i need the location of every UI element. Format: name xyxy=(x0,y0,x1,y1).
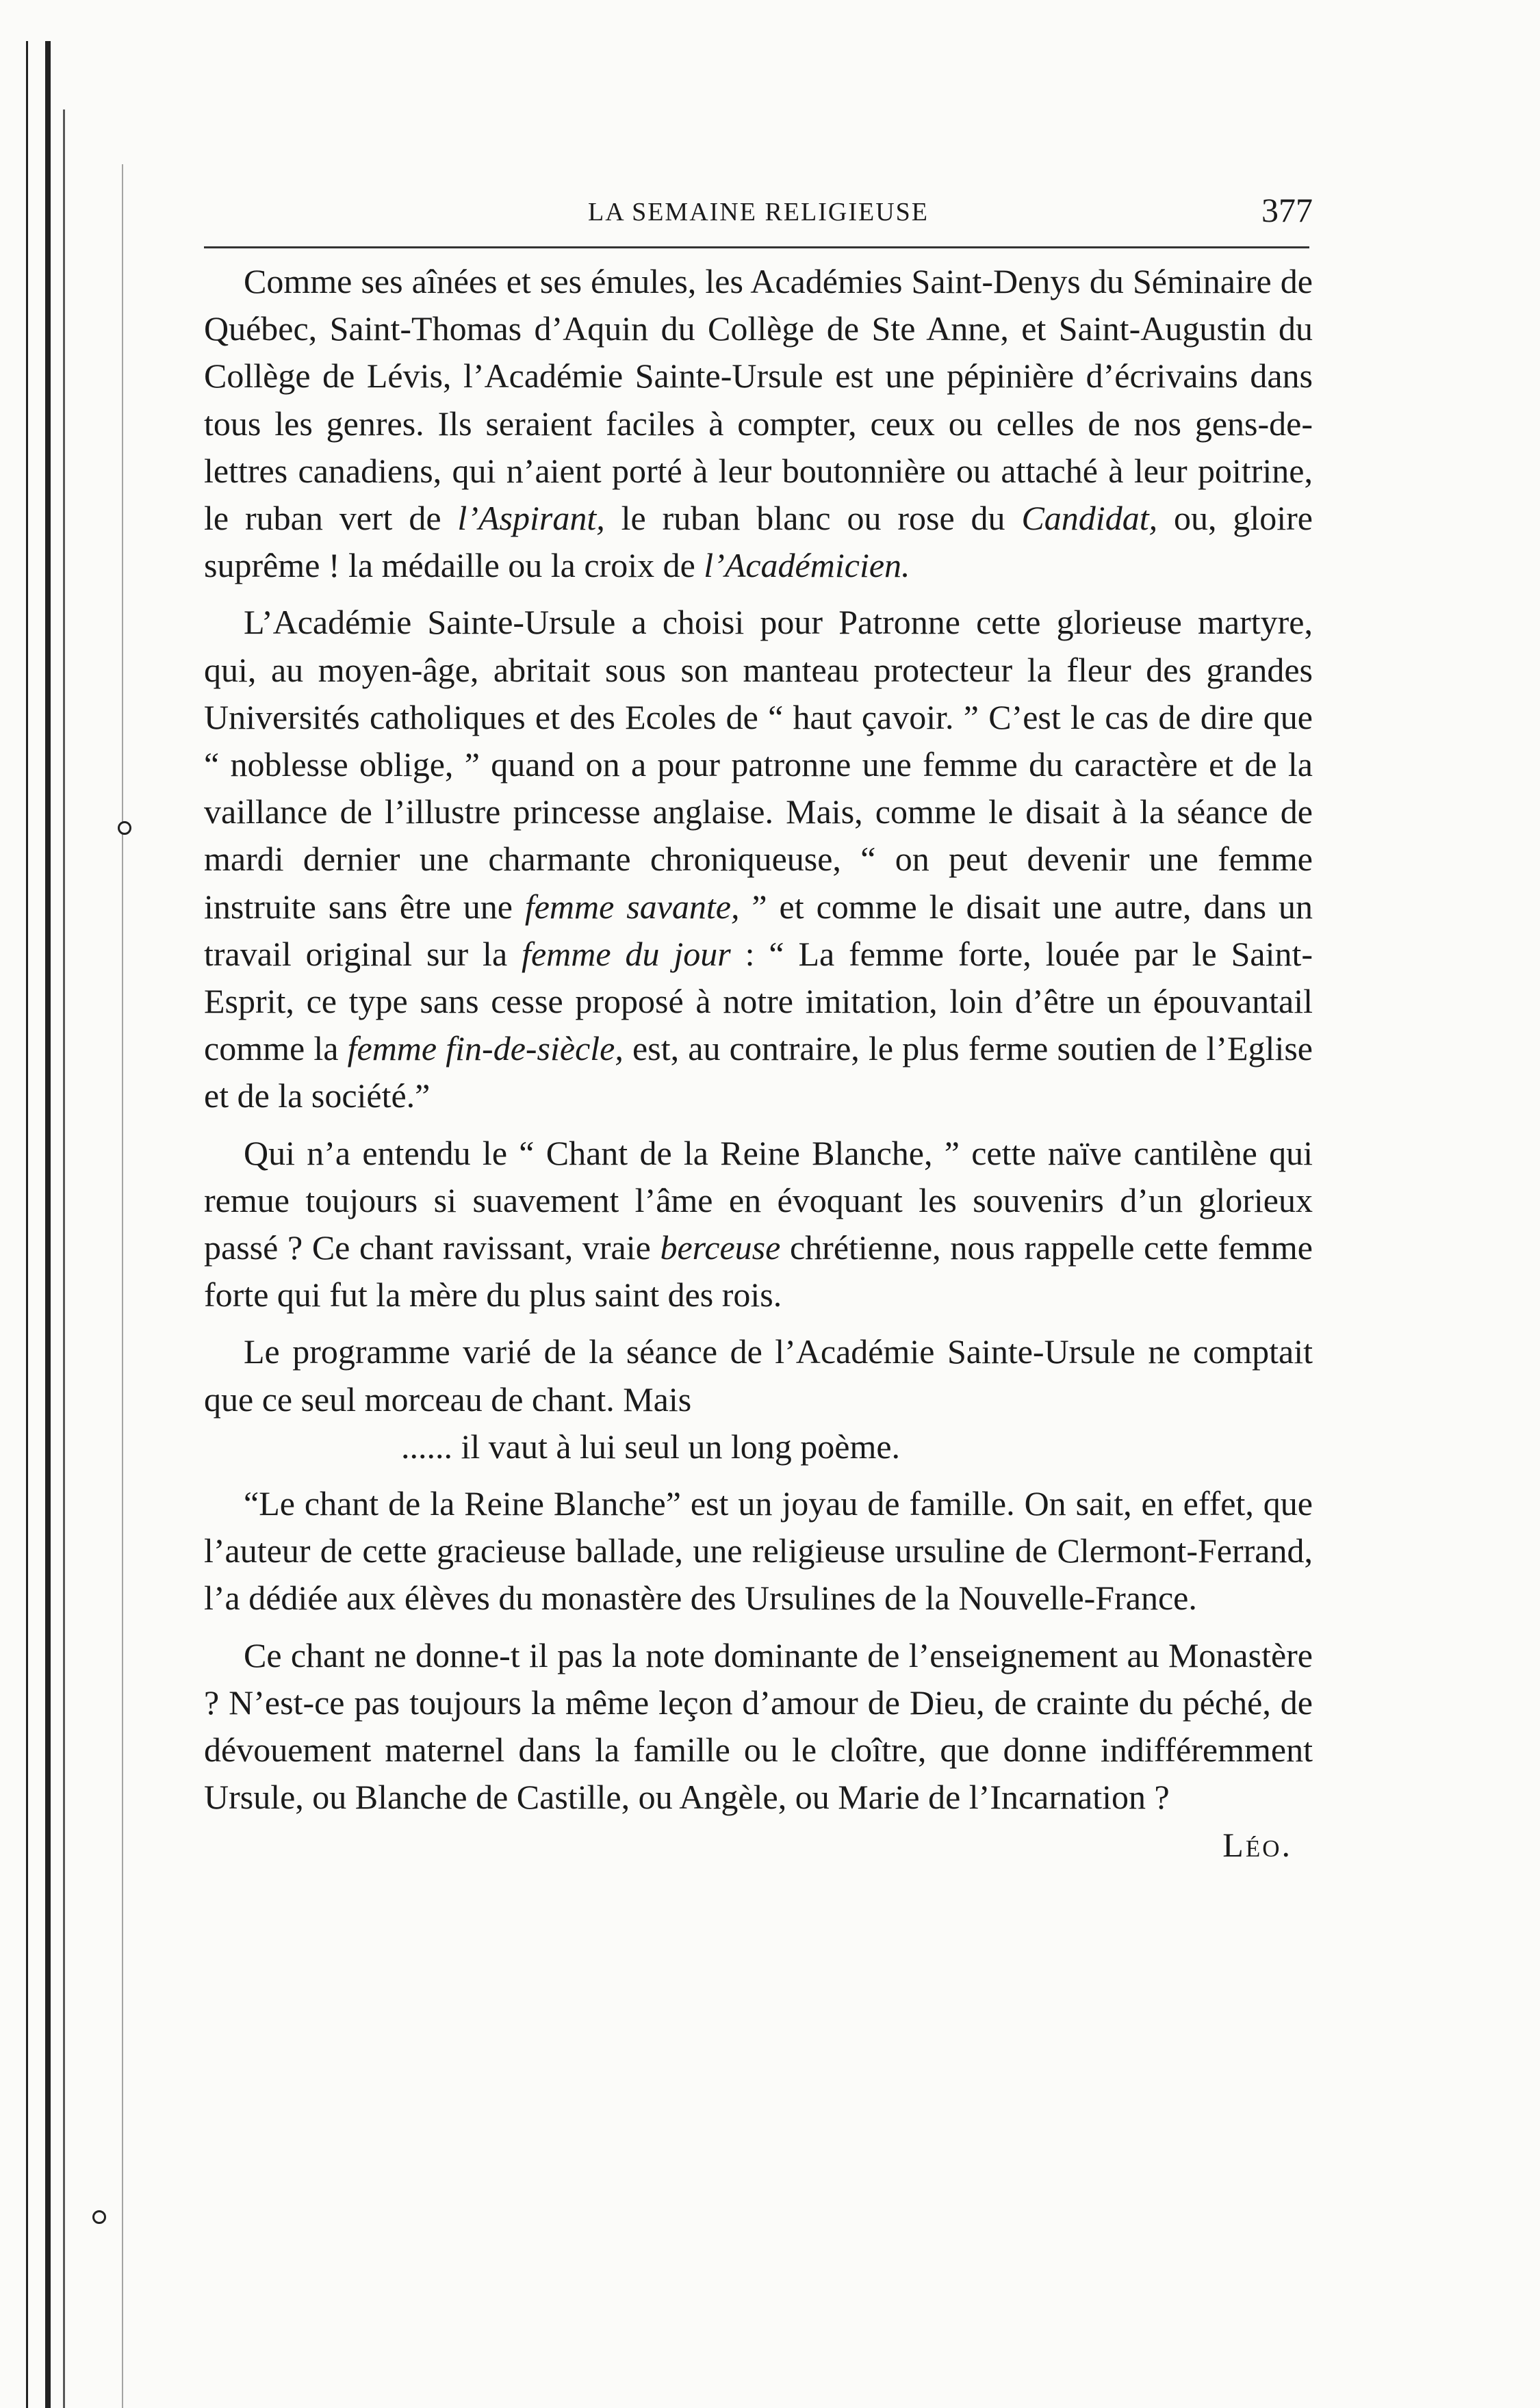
running-head xyxy=(204,190,1313,238)
binding-line xyxy=(45,41,51,2408)
running-title: LA SEMAINE RELIGIEUSE xyxy=(588,198,929,226)
text-run: chrétienne, nous rappelle cette femme forte qui fut la mère du plus saint des rois. xyxy=(204,1228,1313,1315)
paragraph xyxy=(204,1130,1313,1319)
verse-quote xyxy=(204,1423,1313,1471)
binding-ring-icon xyxy=(92,2210,106,2224)
italic-text-run: femme savante, xyxy=(524,887,740,926)
page xyxy=(204,190,1313,1869)
text-run: le ruban blanc ou rose du xyxy=(604,499,1022,538)
italic-text-run: Candidat, xyxy=(1021,499,1158,538)
article-body xyxy=(204,258,1313,1869)
paragraph xyxy=(204,1328,1313,1423)
text-run: Ce chant ne donne-t il pas la note dominante de l’enseignement au Monastère ? N’est-ce pas toujours la même leçon d’amour de Dieu, de crainte du péché, de dévouement maternel dans la famille ou le cloître, que donne indifféremment Ursule, ou Blanche de Castille, ou Angèle, ou Marie de l’Incarnation ? xyxy=(204,1635,1313,1817)
text-run: “Le chant de la Reine Blanche” est un joyau de famille. On sait, en effet, que l’auteur de cette gracieuse ballade, une religieuse ursuline de Clermont-Ferrand, l’a dédiée aux élèves du monastère des Ursulines de la Nouvelle-France. xyxy=(204,1484,1313,1618)
italic-text-run: l’Académicien. xyxy=(704,546,910,585)
paragraph xyxy=(204,599,1313,1119)
page-binding-edge xyxy=(0,0,137,2408)
binding-line xyxy=(63,109,65,2408)
text-run: Comme ses aînées et ses émules, les Académies Saint-Denys du Séminaire de Québec, Saint-Thomas d’Aquin du Collège de Ste Anne, et Saint-Augustin du Collège de Lévis, l’Académie Sainte-Ursule est une pépinière d’écrivains dans tous les genres. Ils seraient faciles à compter, ceux ou celles de nos gens-de-lettres canadiens, qui n’aient porté à leur boutonnière ou attaché à leur poitrine, le ruban vert de xyxy=(204,262,1313,538)
text-run: L’Académie Sainte-Ursule a choisi pour Patronne cette glorieuse martyre, qui, au moyen-âge, abritait sous son manteau protecteur la fleur des grandes Universités catholiques et des Ecoles de “ haut çavoir. ” C’est le cas de dire que “ noblesse oblige, ” quand on a pour patronne une femme du caractère et de la vaillance de l’illustre princesse anglaise. Mais, comme le disait à la séance de mardi dernier une charmante chroniqueuse, “ on peut devenir une femme instruite sans être une xyxy=(204,603,1313,926)
binding-line xyxy=(26,41,28,2408)
italic-text-run: femme fin-de-siècle, xyxy=(347,1029,624,1068)
header-rule xyxy=(204,246,1309,248)
binding-ring-icon xyxy=(118,821,131,835)
signature xyxy=(204,1822,1313,1869)
text-run: Qui n’a entendu le “ Chant de la Reine Blanche, ” cette naïve cantilène qui remue toujours si suavement l’âme en évoquant les souvenirs d’un glorieux passé ? Ce chant ravissant, vraie xyxy=(204,1133,1313,1267)
italic-text-run: femme du jour xyxy=(522,934,731,973)
text-run: ou, gloire suprême ! la médaille ou la croix de xyxy=(204,499,1313,585)
paragraph xyxy=(204,258,1313,589)
text-run: ” et comme le disait une autre, dans un travail original sur la xyxy=(204,887,1313,973)
page-number: 377 xyxy=(1261,191,1313,229)
text-run: : “ La femme forte, louée par le Saint-Esprit, ce type sans cesse proposé à notre imitation, loin d’être un épouvantail comme la xyxy=(204,934,1313,1068)
text-run: ...... il vaut à lui seul un long poème. xyxy=(401,1427,901,1466)
text-run: Léo. xyxy=(1222,1825,1292,1864)
italic-text-run: berceuse xyxy=(660,1228,781,1267)
binding-line xyxy=(122,164,123,2408)
text-run: est, au contraire, le plus ferme soutien de l’Eglise et de la société.” xyxy=(204,1029,1313,1115)
paragraph xyxy=(204,1632,1313,1822)
text-run: Le programme varié de la séance de l’Académie Sainte-Ursule ne comptait que ce seul morceau de chant. Mais xyxy=(204,1332,1313,1419)
italic-text-run: l’Aspirant, xyxy=(457,499,605,538)
paragraph xyxy=(204,1480,1313,1622)
